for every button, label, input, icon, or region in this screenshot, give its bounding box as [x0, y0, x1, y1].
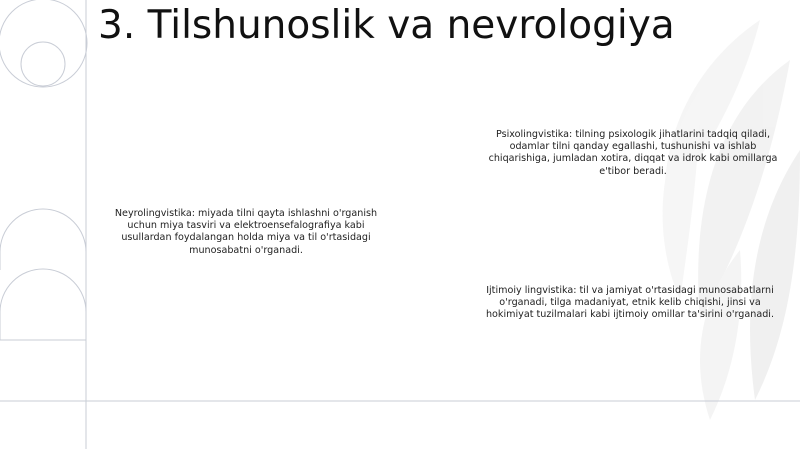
- plant-leaves-watermark: [663, 20, 800, 420]
- slide-title: 3. Tilshunoslik va nevrologiya: [98, 3, 675, 48]
- sociolinguistics-paragraph: Ijtimoiy lingvistika: til va jamiyat o'rtasidagi munosabatlarni o'rganadi, tilga madaniyat, etnik kelib chiqishi, jinsi va hokimiyat tuzilmalari kabi ijtimoiy omillar ta'sirini o'rganadi.: [485, 285, 775, 321]
- psycholinguistics-paragraph: Psixolingvistika: tilning psixologik jihatlarini tadqiq qiladi, odamlar tilni qanday egallashi, tushunishi va ishlab chiqarishiga, jumladan xotira, diqqat va idrok kabi omillarga e'tibor beradi.: [488, 129, 778, 177]
- neurolinguistics-paragraph: Neyrolingvistika: miyada tilni qayta ishlashni o'rganish uchun miya tasviri va elektroensefalografiya kabi usullardan foydalangan holda miya va til o'rtasidagi munosabatni o'rganadi.: [114, 208, 378, 256]
